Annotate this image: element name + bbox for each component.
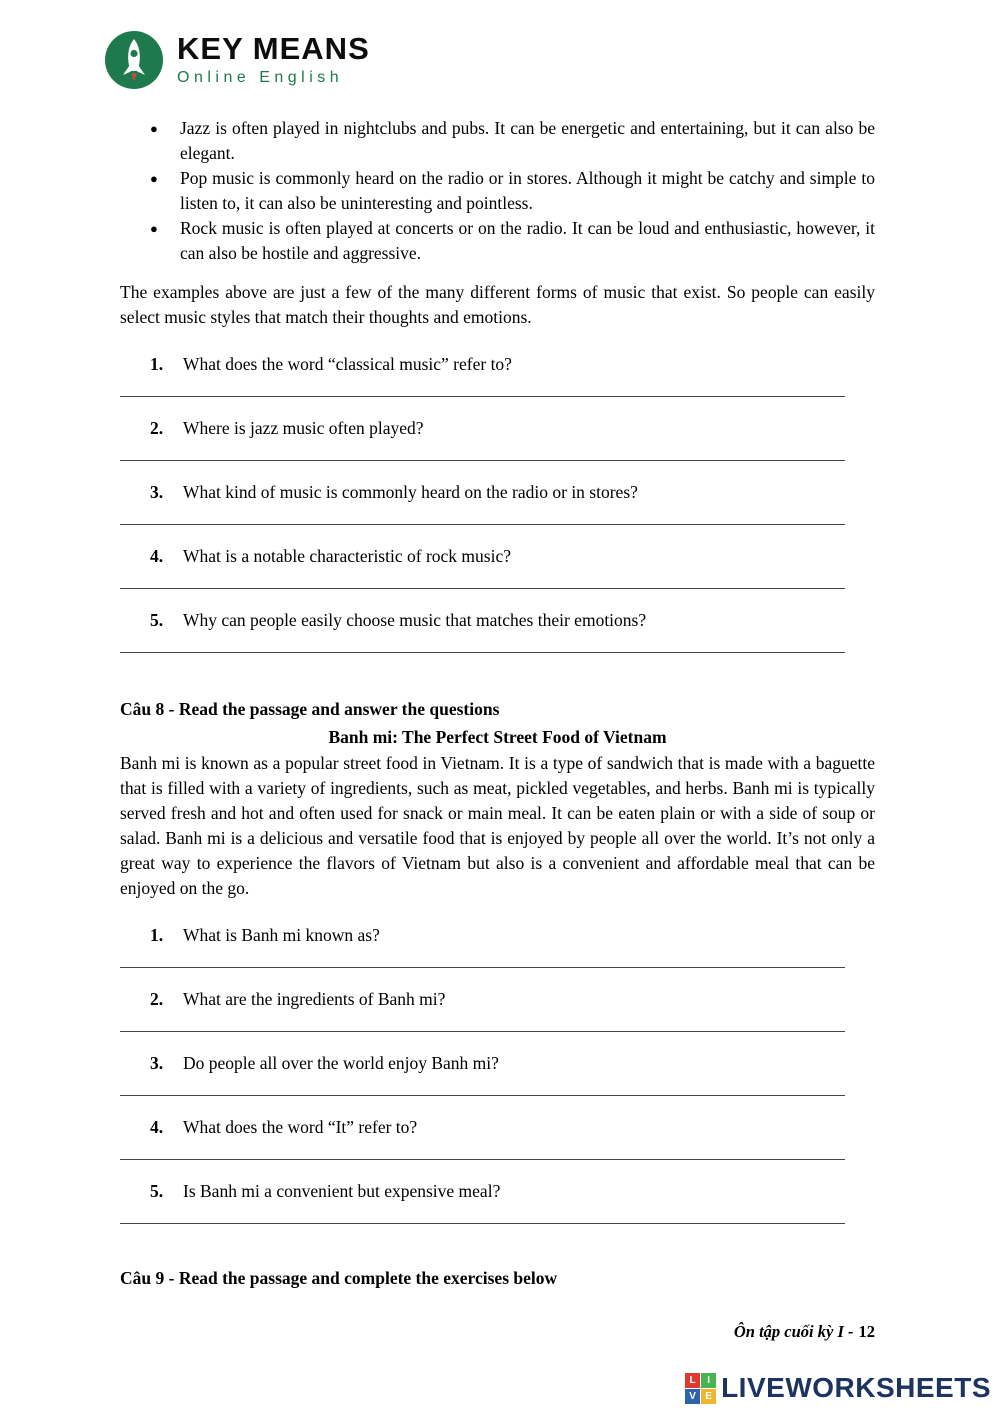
bullet-icon: ● (150, 221, 158, 236)
bullet-icon: ● (150, 121, 158, 136)
question-number: 5. (150, 610, 164, 630)
question-text: Why can people easily choose music that matches their emotions? (183, 610, 647, 630)
question-number: 2. (150, 418, 164, 438)
question-number: 4. (150, 1117, 164, 1137)
brand-name: KEY MEANS (177, 31, 370, 67)
tile-letter: I (701, 1373, 716, 1388)
brand-subtitle: Online English (177, 68, 344, 86)
tile-letter: L (685, 1373, 700, 1388)
answer-line[interactable] (120, 524, 845, 525)
question-number: 1. (150, 354, 164, 374)
answer-line[interactable] (120, 460, 845, 461)
footer-title: Ôn tập cuối kỳ I - (733, 1322, 854, 1341)
music-summary-paragraph: The examples above are just a few of the many different forms of music that exist. So people can easily select music styles that match their thoughts and emotions. (120, 282, 875, 327)
cau8-passage-title: Banh mi: The Perfect Street Food of Vietnam (328, 727, 667, 747)
question-row (150, 416, 875, 441)
answer-line[interactable] (120, 1031, 845, 1032)
answer-line[interactable] (120, 588, 845, 589)
tile-letter: E (701, 1389, 716, 1404)
list-item (150, 166, 875, 216)
question-row (150, 352, 875, 377)
question-number: 5. (150, 1181, 164, 1201)
answer-line[interactable] (120, 396, 845, 397)
question-row (150, 987, 875, 1012)
question-row (150, 544, 875, 569)
question-row (150, 1051, 875, 1076)
answer-line[interactable] (120, 1223, 845, 1224)
question-number: 4. (150, 546, 164, 566)
cau8-heading: Câu 8 - Read the passage and answer the questions (120, 699, 500, 719)
bullet-icon: ● (150, 171, 158, 186)
music-bullet-list (150, 116, 875, 266)
question-row (150, 1179, 875, 1204)
question-number: 3. (150, 1053, 164, 1073)
question-text: Is Banh mi a convenient but expensive meal? (183, 1181, 501, 1201)
question-row (150, 608, 875, 633)
brand-header (104, 30, 875, 90)
answer-line[interactable] (120, 1159, 845, 1160)
question-row (150, 1115, 875, 1140)
question-number: 3. (150, 482, 164, 502)
question-text: What does the word “classical music” refer to? (183, 354, 512, 374)
question-text: What is a notable characteristic of rock music? (183, 546, 511, 566)
bullet-text: Rock music is often played at concerts or on the radio. It can be loud and enthusiastic, however, it can also be hostile and aggressive. (180, 218, 875, 263)
rocket-icon (104, 30, 164, 90)
question-row (150, 923, 875, 948)
question-text: What are the ingredients of Banh mi? (183, 989, 446, 1009)
bullet-text: Pop music is commonly heard on the radio or in stores. Although it might be catchy and simple to listen to, it can also be uninteresting and pointless. (180, 168, 875, 213)
liveworksheets-wordmark: LIVEWORKSHEETS (721, 1372, 991, 1403)
cau8-questions (120, 923, 875, 1224)
tile-letter: V (685, 1389, 700, 1404)
question-text: What is Banh mi known as? (183, 925, 380, 945)
question-number: 1. (150, 925, 164, 945)
bullet-text: Jazz is often played in nightclubs and pubs. It can be energetic and entertaining, but it can also be elegant. (180, 118, 875, 163)
question-number: 2. (150, 989, 164, 1009)
question-text: Where is jazz music often played? (183, 418, 424, 438)
question-text: What kind of music is commonly heard on the radio or in stores? (183, 482, 638, 502)
page-number: 12 (858, 1322, 875, 1341)
question-text: Do people all over the world enjoy Banh mi? (183, 1053, 499, 1073)
list-item (150, 116, 875, 166)
brand-text (177, 33, 370, 87)
page-footer-label (734, 1322, 875, 1342)
liveworksheets-tiles-icon (685, 1373, 716, 1404)
liveworksheets-logo[interactable] (685, 1372, 991, 1404)
music-questions (120, 352, 875, 653)
question-row (150, 480, 875, 505)
cau9-heading: Câu 9 - Read the passage and complete the exercises below (120, 1268, 558, 1288)
answer-line[interactable] (120, 1095, 845, 1096)
answer-line[interactable] (120, 967, 845, 968)
question-text: What does the word “It” refer to? (183, 1117, 418, 1137)
answer-line[interactable] (120, 652, 845, 653)
cau8-passage: Banh mi is known as a popular street food in Vietnam. It is a type of sandwich that is made with a baguette that is filled with a variety of ingredients, such as meat, pickled vegetables, and herbs. Banh mi is typically served fresh and hot and often used for snack or main meal. It can be eaten plain or with a side of soup or salad. Banh mi is a delicious and versatile food that is enjoyed by people all over the world. It’s not only a great way to experience the flavors of Vietnam but also is a convenient and affordable meal that can be enjoyed on the go. (120, 753, 875, 898)
list-item (150, 216, 875, 266)
